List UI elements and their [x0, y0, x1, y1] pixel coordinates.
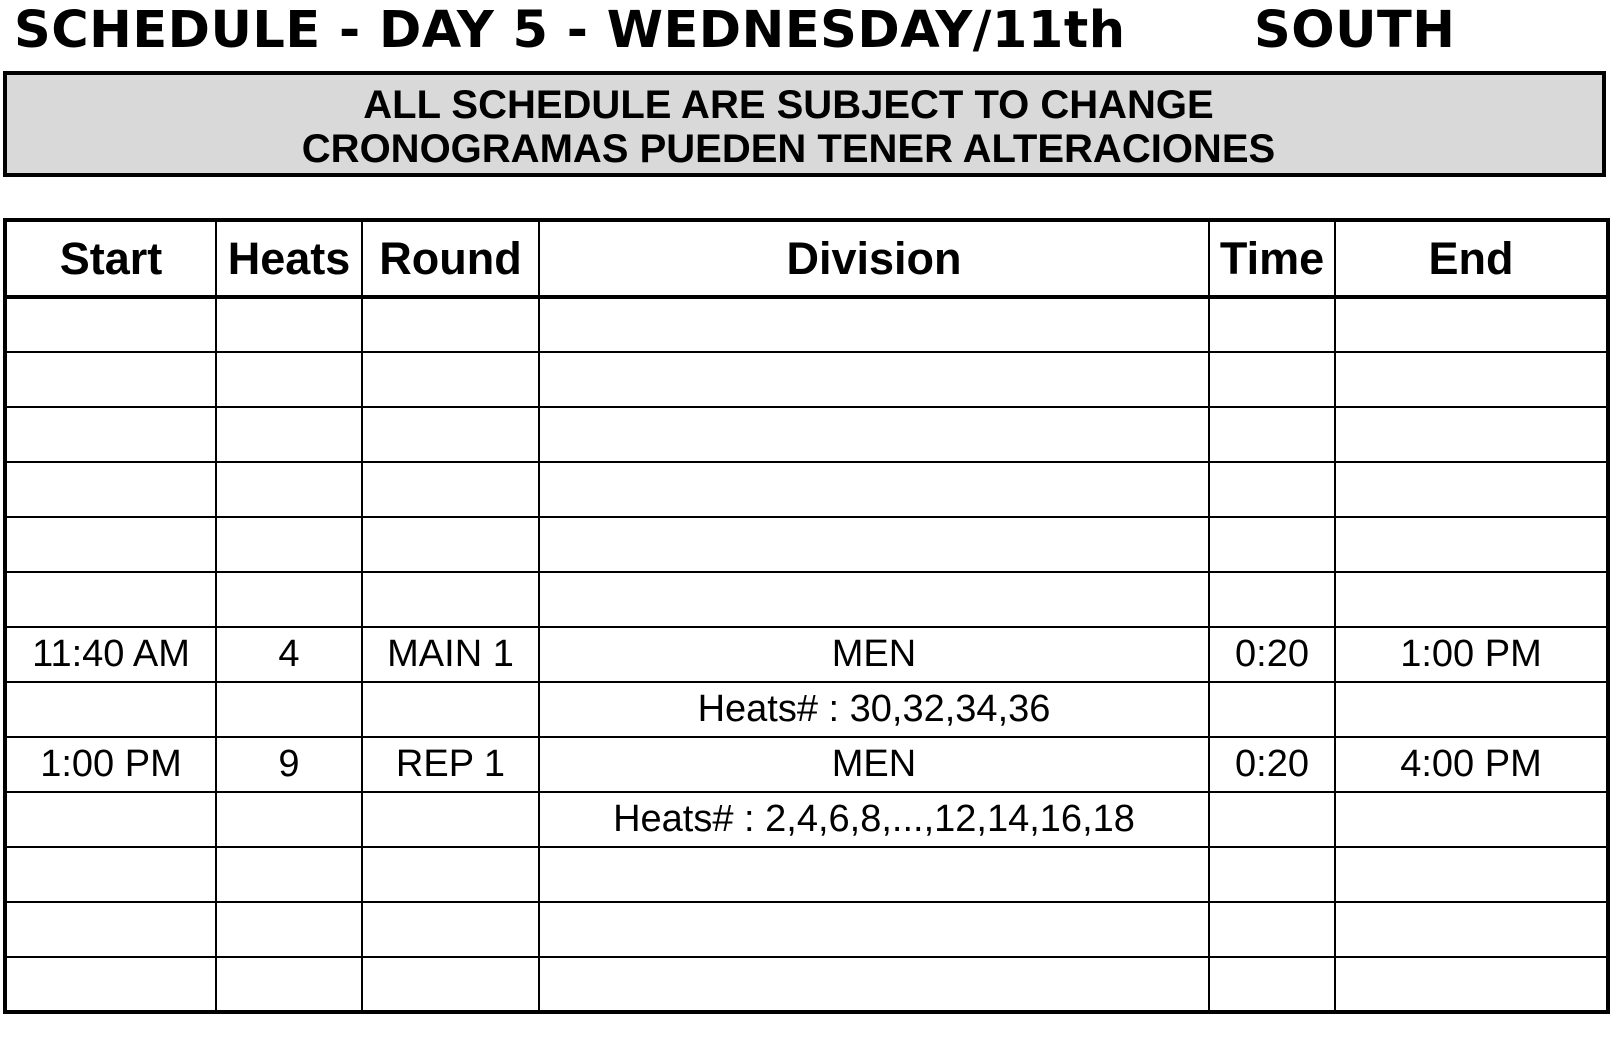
heats-cell	[216, 407, 362, 462]
heats-cell	[216, 572, 362, 627]
end-cell	[1335, 352, 1608, 407]
heats-cell	[216, 297, 362, 352]
table-row	[5, 627, 1608, 682]
division-cell: Heats# : 2,4,6,8,...,12,14,16,18	[539, 792, 1209, 847]
division-cell: MEN	[539, 737, 1209, 792]
end-cell	[1335, 957, 1608, 1012]
time-cell	[1209, 572, 1335, 627]
heats-cell	[216, 957, 362, 1012]
column-header-heats: Heats	[216, 220, 362, 297]
schedule-notice-banner	[3, 71, 1606, 177]
division-cell	[539, 407, 1209, 462]
round-cell: REP 1	[362, 737, 539, 792]
table-row	[5, 572, 1608, 627]
time-cell	[1209, 682, 1335, 737]
end-cell	[1335, 682, 1608, 737]
end-cell: 4:00 PM	[1335, 737, 1608, 792]
end-cell	[1335, 572, 1608, 627]
heats-cell: 9	[216, 737, 362, 792]
time-cell	[1209, 352, 1335, 407]
start-cell	[5, 572, 216, 627]
table-row	[5, 957, 1608, 1012]
start-cell	[5, 847, 216, 902]
round-cell	[362, 352, 539, 407]
end-cell	[1335, 902, 1608, 957]
page-title: SCHEDULE - DAY 5 - WEDNESDAY/11th	[14, 1, 1126, 60]
time-cell: 0:20	[1209, 737, 1335, 792]
division-cell	[539, 352, 1209, 407]
table-row	[5, 737, 1608, 792]
division-cell	[539, 572, 1209, 627]
end-cell	[1335, 462, 1608, 517]
start-cell: 1:00 PM	[5, 737, 216, 792]
round-cell	[362, 682, 539, 737]
end-cell	[1335, 792, 1608, 847]
start-cell	[5, 297, 216, 352]
start-cell: 11:40 AM	[5, 627, 216, 682]
table-row	[5, 847, 1608, 902]
heats-cell	[216, 462, 362, 517]
heats-cell	[216, 352, 362, 407]
round-cell	[362, 957, 539, 1012]
time-cell	[1209, 792, 1335, 847]
round-cell	[362, 517, 539, 572]
end-cell: 1:00 PM	[1335, 627, 1608, 682]
time-cell	[1209, 902, 1335, 957]
round-cell	[362, 297, 539, 352]
heats-cell	[216, 792, 362, 847]
round-cell	[362, 902, 539, 957]
round-cell	[362, 462, 539, 517]
notice-line-spanish: CRONOGRAMAS PUEDEN TENER ALTERACIONES	[301, 127, 1276, 171]
table-row	[5, 902, 1608, 957]
heats-cell	[216, 517, 362, 572]
column-header-end: End	[1335, 220, 1608, 297]
start-cell	[5, 462, 216, 517]
table-row	[5, 352, 1608, 407]
header-row	[5, 220, 1608, 297]
column-header-division: Division	[539, 220, 1209, 297]
table-row	[5, 682, 1608, 737]
region-label: SOUTH	[1254, 1, 1456, 60]
start-cell	[5, 682, 216, 737]
round-cell: MAIN 1	[362, 627, 539, 682]
time-cell	[1209, 517, 1335, 572]
schedule-table-header	[5, 220, 1608, 297]
end-cell	[1335, 297, 1608, 352]
end-cell	[1335, 517, 1608, 572]
division-cell	[539, 847, 1209, 902]
start-cell	[5, 407, 216, 462]
time-cell	[1209, 462, 1335, 517]
round-cell	[362, 847, 539, 902]
heats-cell	[216, 682, 362, 737]
table-row	[5, 517, 1608, 572]
heats-cell	[216, 847, 362, 902]
start-cell	[5, 902, 216, 957]
column-header-start: Start	[5, 220, 216, 297]
heats-cell	[216, 902, 362, 957]
column-header-time: Time	[1209, 220, 1335, 297]
division-cell	[539, 902, 1209, 957]
notice-line-english: ALL SCHEDULE ARE SUBJECT TO CHANGE	[363, 83, 1214, 127]
heats-cell: 4	[216, 627, 362, 682]
start-cell	[5, 792, 216, 847]
table-row	[5, 462, 1608, 517]
division-cell: MEN	[539, 627, 1209, 682]
start-cell	[5, 517, 216, 572]
division-cell: Heats# : 30,32,34,36	[539, 682, 1209, 737]
division-cell	[539, 462, 1209, 517]
end-cell	[1335, 847, 1608, 902]
table-row	[5, 297, 1608, 352]
round-cell	[362, 407, 539, 462]
division-cell	[539, 297, 1209, 352]
round-cell	[362, 792, 539, 847]
division-cell	[539, 957, 1209, 1012]
time-cell	[1209, 407, 1335, 462]
schedule-table	[3, 218, 1610, 1014]
time-cell	[1209, 847, 1335, 902]
page-header	[14, 0, 1604, 62]
end-cell	[1335, 407, 1608, 462]
time-cell: 0:20	[1209, 627, 1335, 682]
table-row	[5, 792, 1608, 847]
schedule-table-body	[5, 297, 1608, 1012]
time-cell	[1209, 957, 1335, 1012]
start-cell	[5, 352, 216, 407]
column-header-round: Round	[362, 220, 539, 297]
start-cell	[5, 957, 216, 1012]
round-cell	[362, 572, 539, 627]
time-cell	[1209, 297, 1335, 352]
table-row	[5, 407, 1608, 462]
division-cell	[539, 517, 1209, 572]
